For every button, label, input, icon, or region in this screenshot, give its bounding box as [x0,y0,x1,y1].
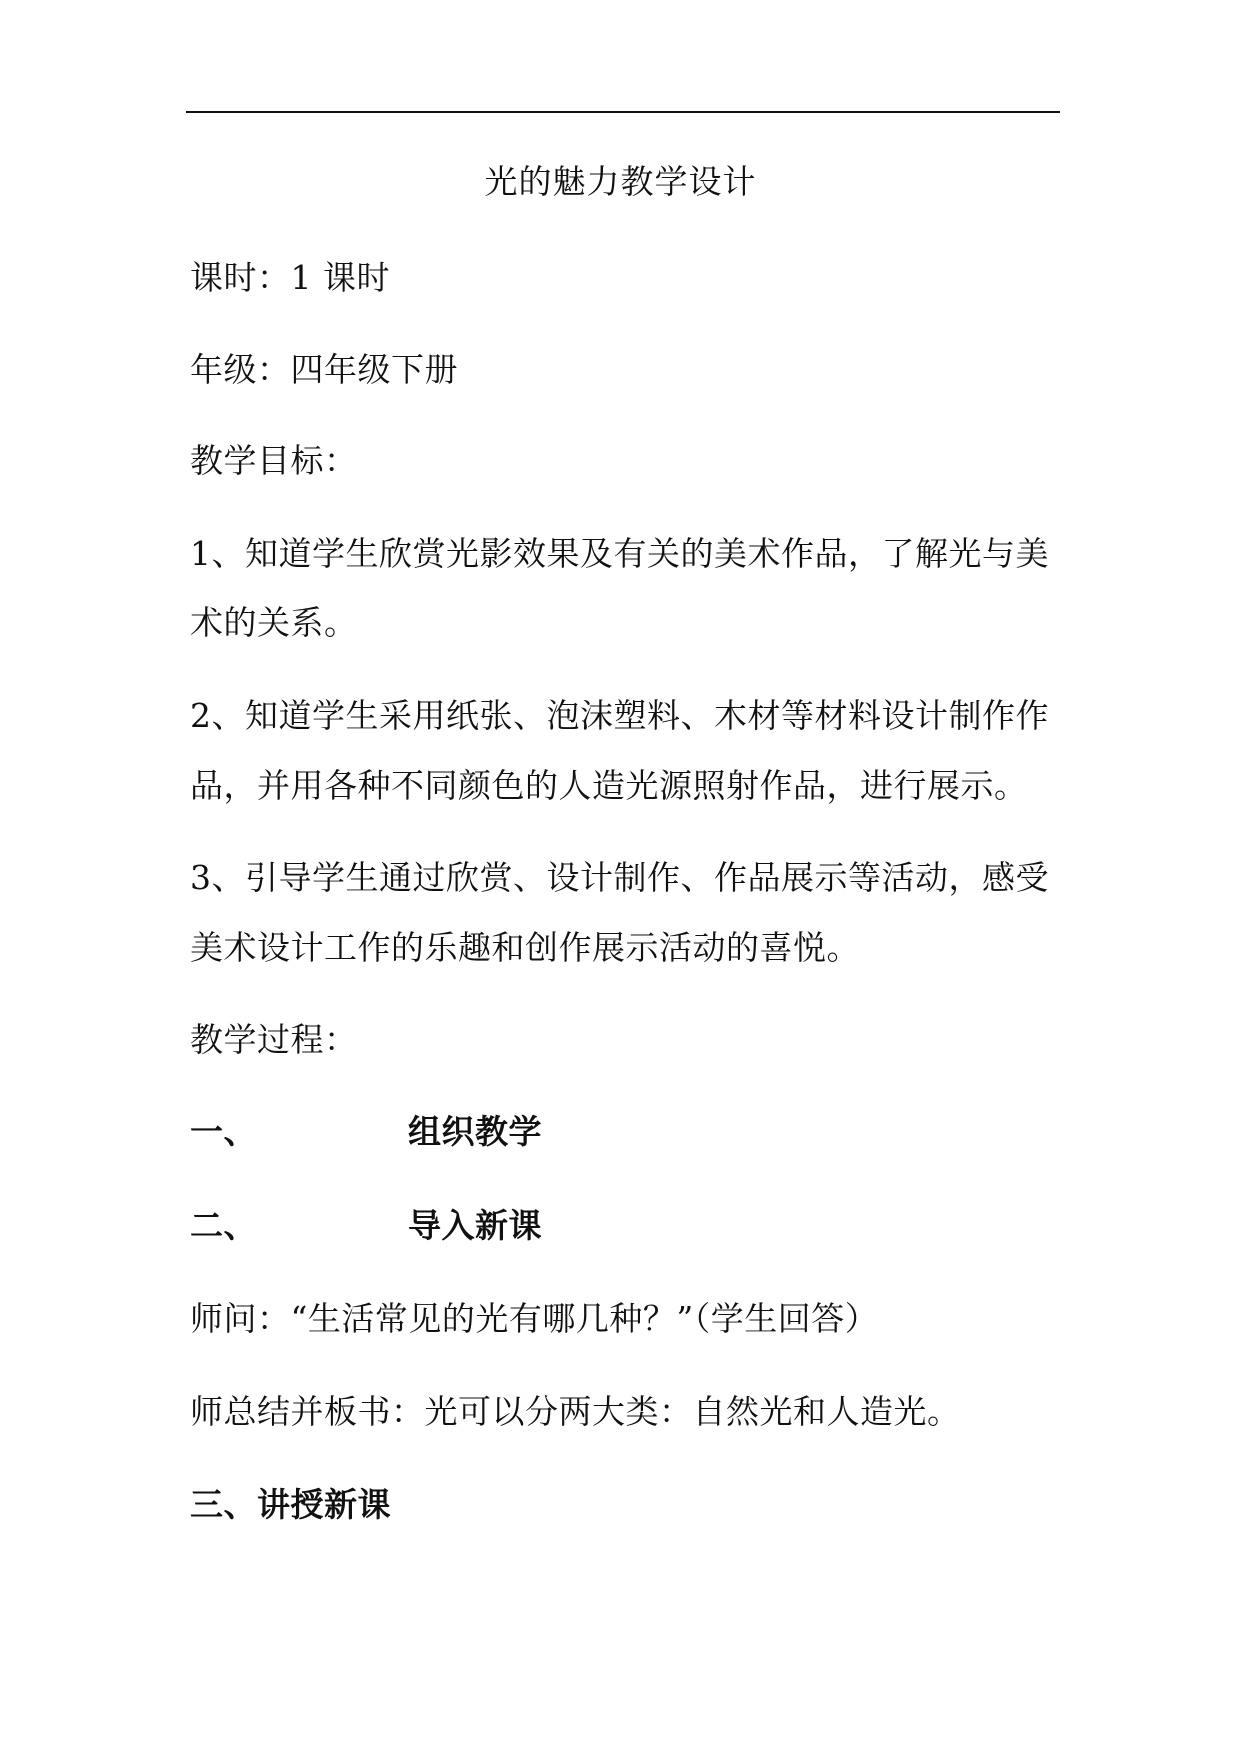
objective-2-line-1: 2、知道学生采用纸张、泡沫塑料、木材等材料设计制作作 [190,696,1049,735]
section-one [190,1112,542,1152]
teacher-question: 师问：“生活常见的光有哪几种？”（学生回答） [190,1299,879,1338]
class-hours: 课时：1 课时 [190,258,390,297]
section-one-number: 一、 [190,1112,257,1151]
section-three: 三、讲授新课 [190,1485,391,1524]
objective-3-line-2: 美术设计工作的乐趣和创作展示活动的喜悦。 [190,928,860,967]
grade: 年级：四年级下册 [190,350,458,389]
section-two-label: 导入新课 [408,1206,542,1245]
teacher-summary: 师总结并板书：光可以分两大类：自然光和人造光。 [190,1392,961,1431]
section-two [190,1206,542,1246]
document-title: 光的魅力教学设计 [484,162,757,201]
objectives-heading: 教学目标： [190,441,358,480]
objective-1-line-1: 1、知道学生欣赏光影效果及有关的美术作品，了解光与美 [190,534,1049,573]
objective-3-line-1: 3、引导学生通过欣赏、设计制作、作品展示等活动，感受 [190,858,1049,897]
header-rule [186,111,1060,113]
process-heading: 教学过程： [190,1020,358,1059]
objective-2-line-2: 品，并用各种不同颜色的人造光源照射作品，进行展示。 [190,766,1028,805]
section-one-label: 组织教学 [408,1112,542,1151]
section-two-number: 二、 [190,1206,257,1245]
objective-1-line-2: 术的关系。 [190,603,358,642]
